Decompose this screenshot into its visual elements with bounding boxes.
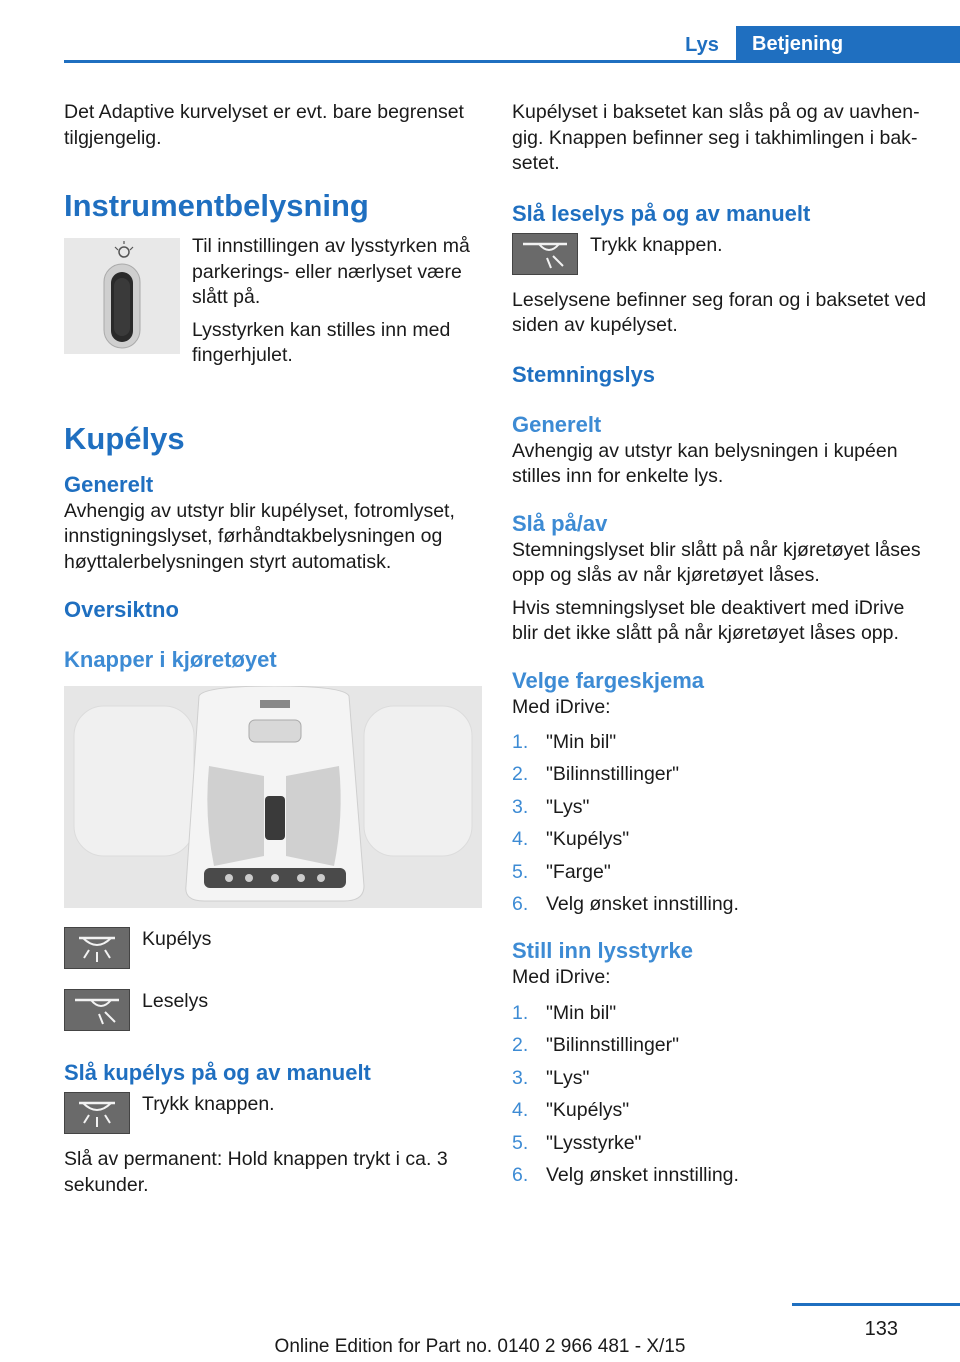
dimmer-wheel-icon xyxy=(64,238,180,354)
styrke-intro: Med iDrive: xyxy=(512,966,611,989)
instrument-block xyxy=(64,235,482,369)
list-item: 1. "Min bil" xyxy=(512,1001,617,1024)
farge-steps xyxy=(512,726,928,920)
intro-text: Det Adaptive kurvelyset er evt. bare begrenset tilgjengelig. xyxy=(64,101,464,149)
list-item: 3. "Lys" xyxy=(512,795,590,818)
leselys-text: Leselysene befinner seg foran og i baksetet ved siden av kupélyset. xyxy=(512,288,927,336)
leselys-press-row xyxy=(512,233,928,275)
list-item: 4. "Kupélys" xyxy=(512,1099,630,1122)
page-number: 133 xyxy=(864,1318,898,1340)
instrument-text-1: Til innstillingen av lysstyrken må parkerings- eller nærlyset være slått på. xyxy=(192,235,470,308)
reading-light-icon xyxy=(64,989,130,1031)
instrument-heading: Instrumentbelysning xyxy=(64,188,369,223)
dome-light-icon xyxy=(64,927,130,969)
roof-console-photo xyxy=(64,686,482,908)
kupelys-icon-label: Kupélys xyxy=(142,928,212,950)
list-item: 2. "Bilinnstillinger" xyxy=(512,763,680,786)
manual-text: Slå av permanent: Hold knappen trykt i ca. 3 sekunder. xyxy=(64,1148,448,1196)
footer-rule xyxy=(792,1303,960,1306)
list-item: 5. "Farge" xyxy=(512,860,611,883)
styrke-heading: Still inn lysstyrke xyxy=(512,938,693,964)
list-item: 1. "Min bil" xyxy=(512,731,617,753)
dome-light-icon xyxy=(64,1092,130,1134)
header-section-tab: Lys xyxy=(685,34,719,56)
instrument-text-2: Lysstyrken kan stilles inn med fingerhjulet. xyxy=(192,318,451,366)
manual-heading: Slå kupélys på og av manuelt xyxy=(64,1060,371,1085)
paav-text-1: Stemningslyset blir slått på når kjøretøyet låses opp og slås av når kjøretøyet låses. xyxy=(512,538,921,586)
styrke-steps xyxy=(512,997,928,1191)
right-column xyxy=(512,100,928,1191)
manual-button-row xyxy=(64,1092,482,1134)
farge-intro: Med iDrive: xyxy=(512,695,611,718)
header-chapter-tab: Betjening xyxy=(736,26,960,63)
stemning-generelt-heading: Generelt xyxy=(512,411,602,437)
paav-text-2: Hvis stemningslyset ble deaktivert med iDrive blir det ikke slått på når kjøretøyet låses opp. xyxy=(512,596,905,644)
leselys-button-row xyxy=(64,989,482,1031)
leselys-icon-label: Leselys xyxy=(142,990,209,1012)
generelt-text: Avhengig av utstyr blir kupélyset, fotromlyset, innstigningslyset, førhåndtakbelysningen og høyttalerbelysningen styrt automatisk. xyxy=(64,499,455,573)
list-item: 4. "Kupélys" xyxy=(512,828,630,851)
stemning-generelt-text: Avhengig av utstyr kan belysningen i kupéen stilles inn for enkelte lys. xyxy=(512,439,898,487)
farge-heading: Velge fargeskjema xyxy=(512,667,705,693)
kupelys-heading: Kupélys xyxy=(64,420,185,456)
stemning-heading: Stemningslys xyxy=(512,361,656,387)
generelt-heading: Generelt xyxy=(64,471,154,497)
oversikt-heading: Oversiktno xyxy=(64,597,179,622)
list-item: 2. "Bilinnstillinger" xyxy=(512,1034,680,1057)
left-column xyxy=(64,100,482,1198)
list-item: 5. "Lysstyrke" xyxy=(512,1131,642,1154)
list-item: 3. "Lys" xyxy=(512,1066,590,1089)
list-item: 6. Velg ønsket innstilling. xyxy=(512,893,739,916)
knapper-heading: Knapper i kjøretøyet xyxy=(64,647,277,672)
list-item: 6. Velg ønsket innstilling. xyxy=(512,1163,739,1186)
leselys-heading: Slå leselys på og av manuelt xyxy=(512,200,811,226)
edition-footer: Online Edition for Part no. 0140 2 966 481 - X/15 xyxy=(274,1336,686,1357)
manual-press-text: Trykk knappen. xyxy=(142,1093,275,1115)
reading-light-icon xyxy=(512,233,578,275)
leselys-press-text: Trykk knappen. xyxy=(590,233,723,256)
kupelys-button-row xyxy=(64,927,482,969)
paav-heading: Slå på/av xyxy=(512,510,608,536)
baksete-text: Kupélyset i baksetet kan slås på og av uavhengig. Knappen befinner seg i takhimlingen i baksetet. xyxy=(512,101,920,174)
